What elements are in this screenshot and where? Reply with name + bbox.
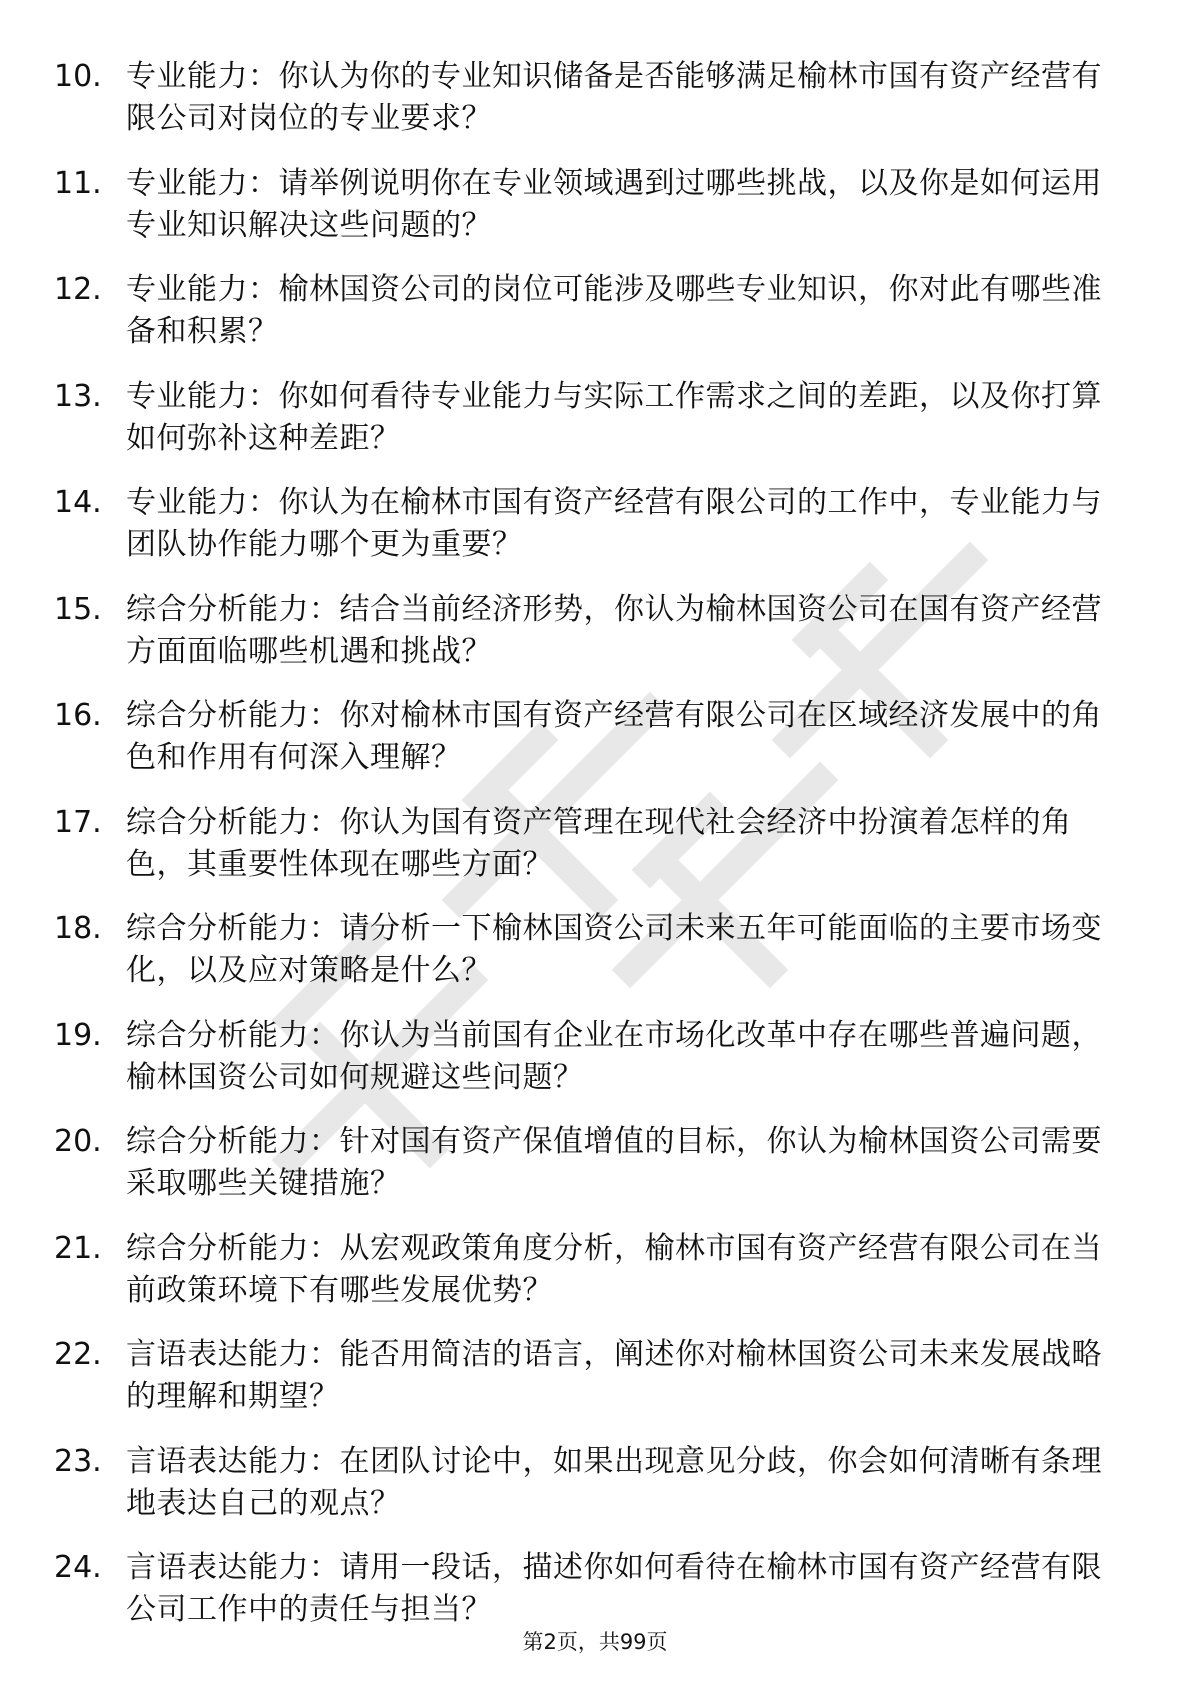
question-number: 24.: [54, 1550, 102, 1585]
question-text: 专业能力：请举例说明你在专业领域遇到过哪些挑战，以及你是如何运用专业知识解决这些问题的？: [126, 165, 1102, 243]
question-text: 言语表达能力：在团队讨论中，如果出现意见分歧，你会如何清晰有条理地表达自己的观点？: [126, 1443, 1102, 1521]
question-text: 综合分析能力：请分析一下榆林国资公司未来五年可能面临的主要市场变化，以及应对策略是什么？: [126, 911, 1102, 988]
question-item: [0, 908, 1190, 1015]
question-text: 专业能力：你如何看待专业能力与实际工作需求之间的差距，以及你打算如何弥补这种差距？: [126, 378, 1102, 456]
question-item: [0, 1334, 1190, 1441]
question-item: [0, 376, 1190, 483]
question-number: 23.: [54, 1443, 102, 1479]
question-item: [0, 589, 1190, 696]
question-item: [0, 56, 1190, 163]
question-number: 22.: [54, 1337, 102, 1372]
question-item: [0, 163, 1190, 270]
question-number: 13.: [54, 378, 102, 414]
question-number: 12.: [54, 272, 102, 307]
question-text: 言语表达能力：请用一段话，描述你如何看待在榆林市国有资产经营有限公司工作中的责任与担当？: [126, 1550, 1102, 1627]
question-item: [0, 1441, 1190, 1548]
question-number: 10.: [54, 59, 102, 94]
question-text: 综合分析能力：你对榆林市国有资产经营有限公司在区域经济发展中的角色和作用有何深入理解？: [126, 698, 1102, 775]
question-number: 19.: [54, 1017, 102, 1053]
question-number: 15.: [54, 591, 102, 627]
question-text: 综合分析能力：你认为国有资产管理在现代社会经济中扮演着怎样的角色，其重要性体现在哪些方面？: [126, 804, 1072, 882]
question-list: [0, 56, 1190, 1654]
page-footer: 第2页，共99页: [522, 1630, 668, 1654]
question-text: 言语表达能力：能否用简洁的语言，阐述你对榆林国资公司未来发展战略的理解和期望？: [126, 1337, 1102, 1414]
question-item: [0, 1015, 1190, 1122]
question-item: [0, 695, 1190, 802]
question-number: 14.: [54, 485, 102, 520]
question-number: 16.: [54, 698, 102, 733]
question-number: 11.: [54, 165, 102, 201]
question-text: 综合分析能力：结合当前经济形势，你认为榆林国资公司在国有资产经营方面面临哪些机遇和挑战？: [126, 591, 1102, 669]
question-text: 专业能力：榆林国资公司的岗位可能涉及哪些专业知识，你对此有哪些准备和积累？: [126, 272, 1102, 349]
question-text: 综合分析能力：针对国有资产保值增值的目标，你认为榆林国资公司需要采取哪些关键措施？: [126, 1124, 1102, 1201]
question-number: 17.: [54, 804, 102, 840]
question-item: [0, 269, 1190, 376]
question-item: [0, 1228, 1190, 1335]
question-item: [0, 1121, 1190, 1228]
question-number: 20.: [54, 1124, 102, 1159]
question-text: 综合分析能力：从宏观政策角度分析，榆林市国有资产经营有限公司在当前政策环境下有哪些发展优势？: [126, 1230, 1102, 1308]
question-text: 专业能力：你认为你的专业知识储备是否能够满足榆林市国有资产经营有限公司对岗位的专业要求？: [126, 59, 1102, 136]
question-number: 18.: [54, 911, 102, 946]
question-item: [0, 482, 1190, 589]
question-text: 专业能力：你认为在榆林市国有资产经营有限公司的工作中，专业能力与团队协作能力哪个更为重要？: [126, 485, 1102, 562]
question-item: [0, 802, 1190, 909]
question-number: 21.: [54, 1230, 102, 1266]
question-text: 综合分析能力：你认为当前国有企业在市场化改革中存在哪些普遍问题，榆林国资公司如何规避这些问题？: [126, 1017, 1102, 1095]
